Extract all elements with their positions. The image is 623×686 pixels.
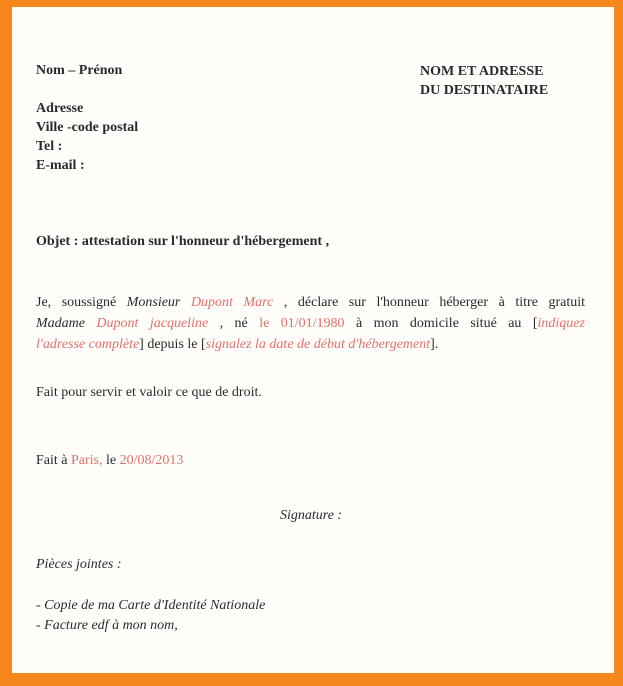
body-line1-rest: , déclare sur l'honneur héberger à titre gratuit — [273, 295, 585, 310]
sender-email: E-mail : — [36, 158, 85, 173]
city-value: Paris, — [71, 453, 103, 468]
address-hint-start: indiquez — [537, 316, 585, 331]
body-intro: Je, soussigné — [36, 295, 127, 310]
body-line-2 — [36, 313, 585, 334]
recipient-line1: NOM ET ADRESSE — [420, 64, 544, 79]
body-line-3 — [36, 334, 585, 355]
fait-a-label: Fait à — [36, 453, 71, 468]
body-line3-end: ]. — [430, 337, 439, 352]
body-line2-mid: , né — [208, 316, 260, 331]
subject-line: Objet : attestation sur l'honneur d'hébergement , — [36, 234, 330, 249]
attachment-item-1: - Copie de ma Carte d'Identité Nationale — [36, 598, 266, 613]
place-date-line — [36, 453, 183, 469]
sender-address-block — [36, 99, 138, 175]
guest-name: Dupont jacqueline — [96, 316, 209, 331]
body-line-1 — [36, 292, 585, 313]
body-line3-mid: ] depuis le [ — [139, 337, 206, 352]
body-paragraph — [36, 292, 585, 355]
sender-address: Adresse — [36, 101, 84, 116]
valoir-line: Fait pour servir et valoir ce que de droit. — [36, 385, 262, 400]
guest-civility: Madame — [36, 316, 97, 331]
guest-birthdate: le 01/01/1980 — [259, 316, 345, 331]
sender-city-line: Ville -code postal — [36, 120, 139, 135]
letter-page — [12, 7, 614, 673]
recipient-line2: DU DESTINATAIRE — [420, 83, 549, 98]
sender-tel: Tel : — [36, 139, 63, 154]
body-line2-rest: à mon domicile situé au [ — [344, 316, 538, 331]
sender-name: Nom – Prénon — [36, 63, 123, 78]
le-label: le — [102, 453, 120, 468]
signature-label: Signature : — [280, 508, 343, 523]
attachment-item-2: - Facture edf à mon nom, — [36, 618, 178, 633]
attachments-list — [36, 596, 265, 636]
date-hint: signalez la date de début d'hébergement — [205, 337, 431, 352]
host-name: Dupont Marc — [190, 295, 274, 310]
date-value: 20/08/2013 — [119, 453, 184, 468]
address-hint-end: l'adresse complète — [36, 337, 140, 352]
host-civility: Monsieur — [126, 295, 191, 310]
attachments-title: Pièces jointes : — [36, 557, 122, 572]
recipient-block — [420, 62, 548, 100]
